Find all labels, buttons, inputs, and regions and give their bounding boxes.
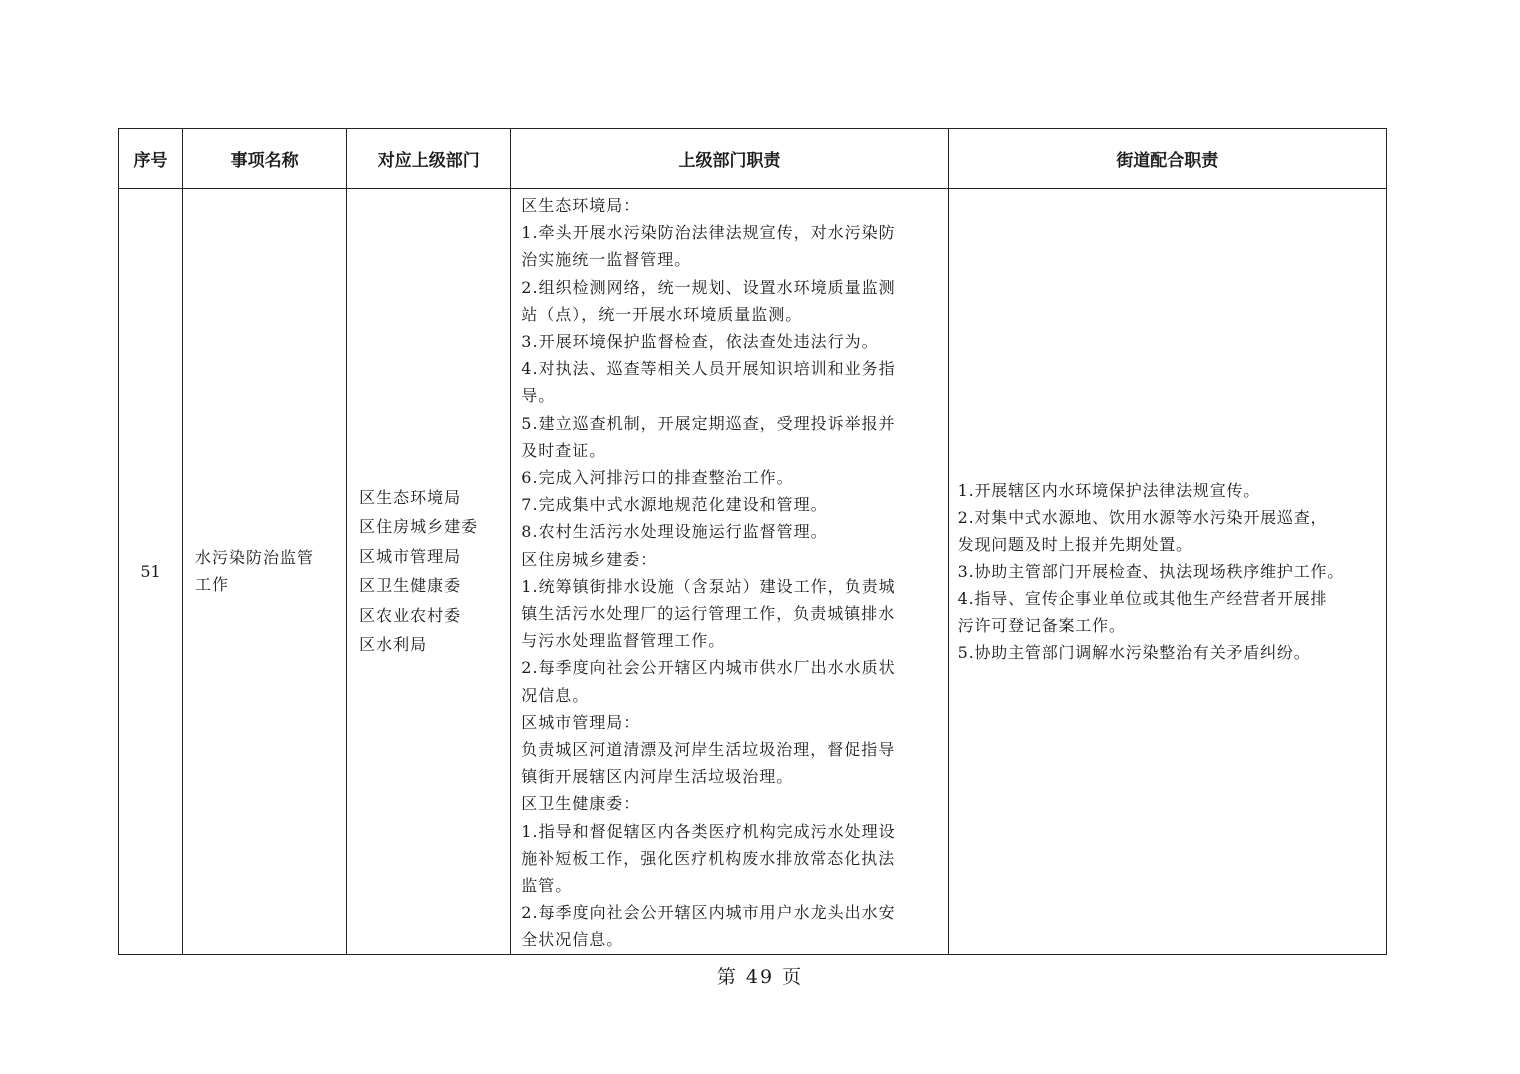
upper-duty-line: 治实施统一监督管理。 [521, 250, 692, 270]
street-duty-line: 污许可登记备案工作。 [957, 615, 1126, 635]
upper-duty-line: 2.组织检测网络，统一规划、设置水环境质量监测 [521, 277, 896, 297]
street-duty-line: 3.协助主管部门开展检查、执法现场秩序维护工作。 [957, 561, 1345, 581]
upper-duty-line: 与污水处理监督管理工作。 [521, 631, 726, 651]
upper-duty-line: 2.每季度向社会公开辖区内城市供水厂出水水质状 [521, 658, 896, 678]
upper-duty-line: 1.统筹镇街排水设施（含泵站）建设工作，负责城 [521, 576, 896, 596]
upper-duty-line: 全状况信息。 [521, 930, 624, 950]
header-name: 事项名称 [183, 129, 347, 189]
street-duty-line: 5.协助主管部门调解水污染整治有关矛盾纠纷。 [957, 642, 1311, 662]
dept-item: 区卫生健康委 [359, 576, 462, 596]
street-duty-line: 2.对集中式水源地、饮用水源等水污染开展巡查， [957, 507, 1328, 527]
upper-duty-line: 况信息。 [521, 685, 590, 705]
upper-duty-line: 镇街开展辖区内河岸生活垃圾治理。 [521, 767, 794, 787]
duty-table [118, 128, 1387, 955]
dept-item: 区住房城乡建委 [359, 517, 479, 537]
header-upper-duties: 上级部门职责 [511, 129, 948, 189]
upper-duty-line: 4.对执法、巡查等相关人员开展知识培训和业务指 [521, 359, 896, 379]
upper-duty-line: 及时查证。 [521, 440, 607, 460]
header-dept: 对应上级部门 [347, 129, 511, 189]
upper-duty-line: 导。 [521, 386, 556, 406]
upper-duty-line: 3.开展环境保护监督检查，依法查处违法行为。 [521, 332, 879, 352]
page-number: 第 49 页 [716, 966, 804, 988]
table-row [119, 189, 1387, 955]
upper-duty-line: 区生态环境局： [521, 196, 641, 215]
item-name [183, 189, 347, 955]
dept-list [347, 189, 511, 955]
upper-duties [511, 189, 948, 955]
header-street-duties: 街道配合职责 [948, 129, 1386, 189]
street-duty-line: 4.指导、宣传企事业单位或其他生产经营者开展排 [957, 588, 1328, 608]
dept-item: 区农业农村委 [359, 605, 462, 625]
upper-duty-line: 5.建立巡查机制，开展定期巡查，受理投诉举报并 [521, 413, 896, 433]
street-duties [948, 189, 1386, 955]
upper-duty-line: 1.指导和督促辖区内各类医疗机构完成污水处理设 [521, 821, 896, 841]
upper-duty-line: 负责城区河道清漂及河岸生活垃圾治理，督促指导 [521, 740, 896, 760]
dept-item: 区生态环境局 [359, 487, 462, 507]
street-duty-line: 1.开展辖区内水环境保护法律法规宣传。 [957, 480, 1261, 500]
upper-duty-line: 8.农村生活污水处理设施运行监督管理。 [521, 522, 828, 542]
upper-duty-line: 监管。 [521, 876, 573, 896]
upper-duty-line: 区卫生健康委： [521, 794, 641, 814]
upper-duty-line: 施补短板工作，强化医疗机构废水排放常态化执法 [521, 848, 896, 868]
header-no: 序号 [119, 129, 183, 189]
dept-item: 区城市管理局 [359, 546, 462, 566]
upper-duty-line: 1.牵头开展水污染防治法律法规宣传，对水污染防 [521, 223, 896, 243]
dept-item: 区水利局 [359, 635, 428, 655]
upper-duty-line: 区住房城乡建委： [521, 549, 658, 569]
upper-duty-line: 站（点），统一开展水环境质量监测。 [521, 304, 803, 324]
table-header-row [119, 129, 1387, 189]
upper-duty-line: 2.每季度向社会公开辖区内城市用户水龙头出水安 [521, 903, 896, 923]
item-name-line: 工作 [195, 575, 230, 595]
item-name-line: 水污染防治监管 [195, 548, 315, 568]
row-number: 51 [119, 189, 183, 955]
upper-duty-line: 6.完成入河排污口的排查整治工作。 [521, 468, 794, 488]
street-duty-line: 发现问题及时上报并先期处置。 [957, 534, 1193, 554]
upper-duty-line: 区城市管理局： [521, 712, 641, 732]
upper-duty-line: 7.完成集中式水源地规范化建设和管理。 [521, 495, 828, 515]
upper-duty-line: 镇生活污水处理厂的运行管理工作，负责城镇排水 [521, 604, 896, 624]
